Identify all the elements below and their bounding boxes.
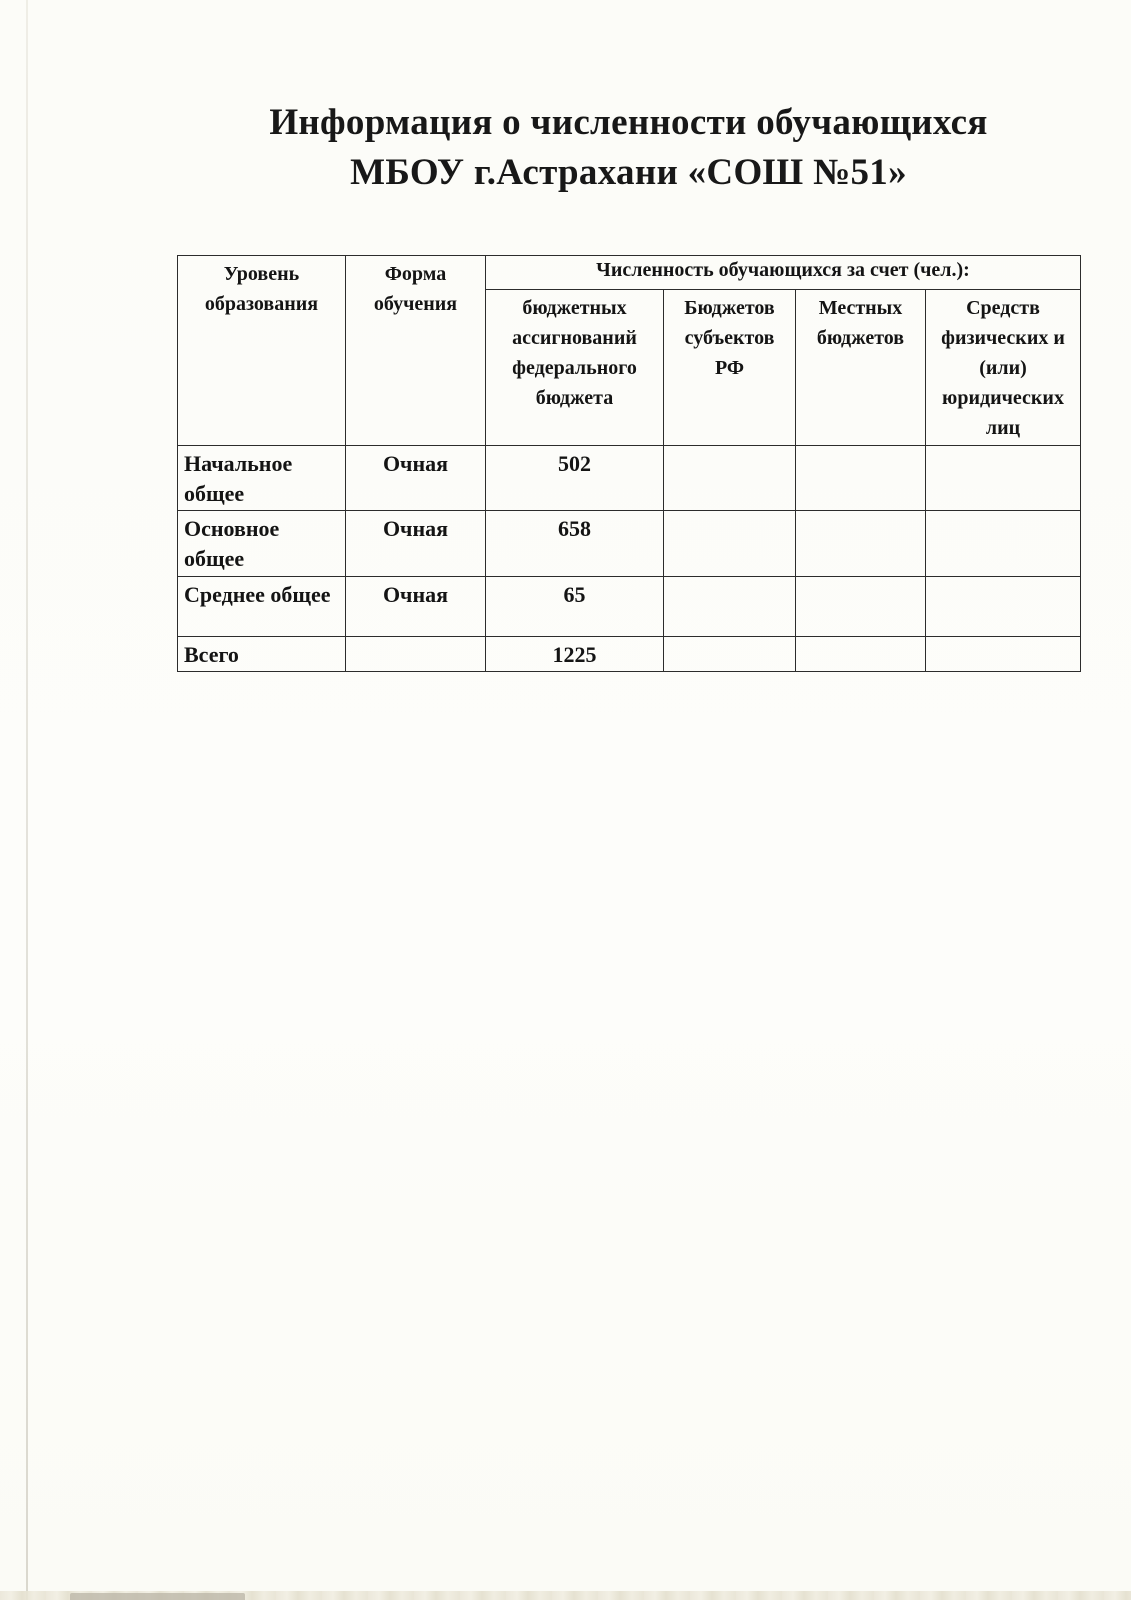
cell-level: Основное общее xyxy=(178,511,346,576)
cell-federal: 502 xyxy=(486,446,664,511)
col-header-federal-budget: бюджетных ассигнований федерального бюджета xyxy=(486,290,664,446)
cell-local xyxy=(796,576,926,636)
cell-regional xyxy=(664,636,796,672)
cell-regional xyxy=(664,511,796,576)
cell-private xyxy=(926,511,1081,576)
table-row-total xyxy=(178,636,1081,672)
cell-level-total: Всего xyxy=(178,636,346,672)
cell-private xyxy=(926,636,1081,672)
table-row-basic-general xyxy=(178,511,1081,576)
cell-local xyxy=(796,511,926,576)
cell-federal-total: 1225 xyxy=(486,636,664,672)
document-title xyxy=(177,98,1080,199)
cell-form: Очная xyxy=(346,511,486,576)
cell-private xyxy=(926,446,1081,511)
col-header-private-funds: Средств физических и (или) юридических лиц xyxy=(926,290,1081,446)
cell-form: Очная xyxy=(346,576,486,636)
scanner-corner-smudge xyxy=(70,1593,245,1600)
cell-regional xyxy=(664,446,796,511)
document-title-line1: Информация о численности обучающихся xyxy=(269,102,988,143)
col-header-regional-budget: Бюджетов субъектов РФ xyxy=(664,290,796,446)
cell-private xyxy=(926,576,1081,636)
cell-level: Начальное общее xyxy=(178,446,346,511)
cell-local xyxy=(796,636,926,672)
scanner-seam-line xyxy=(26,0,28,1600)
enrollment-table-header xyxy=(178,256,1081,446)
cell-local xyxy=(796,446,926,511)
cell-level: Среднее общее xyxy=(178,576,346,636)
col-header-enrollment-group: Численность обучающихся за счет (чел.): xyxy=(486,256,1081,290)
table-row-primary-general xyxy=(178,446,1081,511)
col-header-study-form: Форма обучения xyxy=(346,256,486,446)
cell-form xyxy=(346,636,486,672)
cell-federal: 658 xyxy=(486,511,664,576)
cell-federal: 65 xyxy=(486,576,664,636)
cell-regional xyxy=(664,576,796,636)
cell-form: Очная xyxy=(346,446,486,511)
col-header-education-level: Уровень образования xyxy=(178,256,346,446)
col-header-local-budget: Местных бюджетов xyxy=(796,290,926,446)
document-title-line2: МБОУ г.Астрахани «СОШ №51» xyxy=(350,152,907,194)
table-row-secondary-general xyxy=(178,576,1081,636)
enrollment-table xyxy=(177,255,1081,672)
